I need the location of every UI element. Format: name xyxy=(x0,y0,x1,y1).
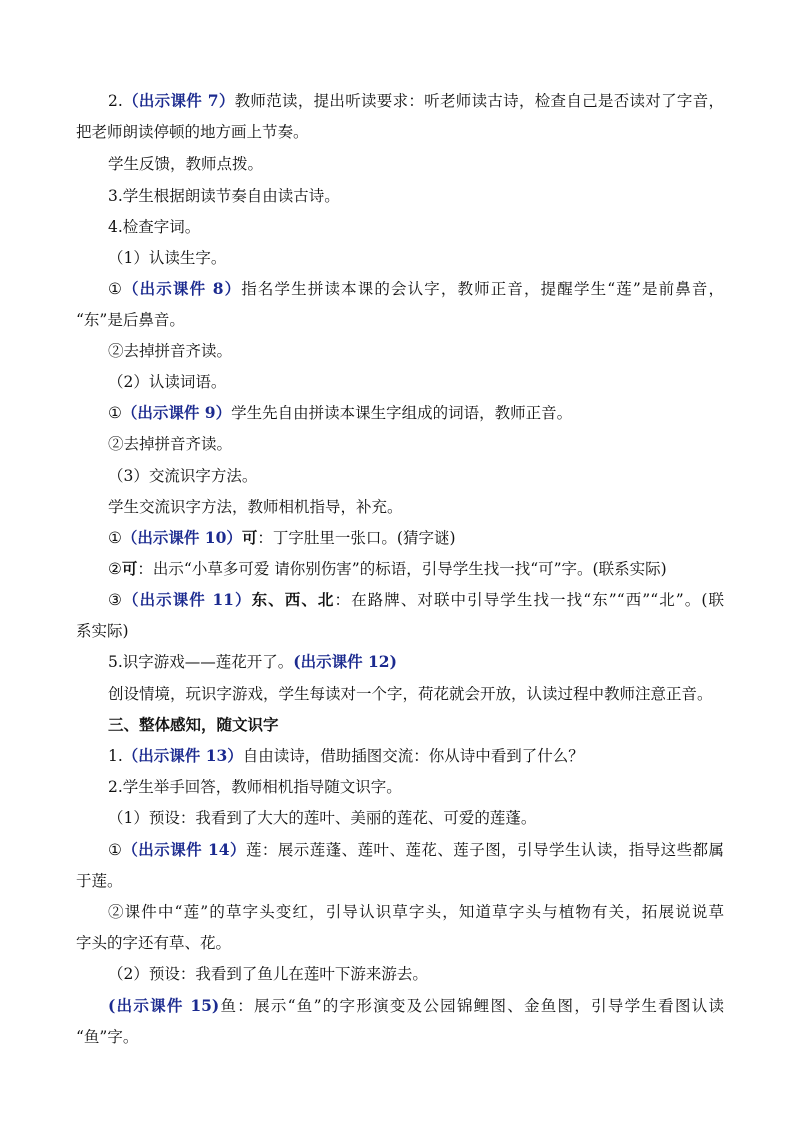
text-segment: 鱼：展示“鱼”的字形演变及公园锦鲤图、金鱼图，引导学生看图认读 xyxy=(219,997,724,1015)
courseware-reference: (出示课件 12) xyxy=(293,652,397,671)
text-segment: 2.学生举手回答，教师相机指导随文识字。 xyxy=(108,778,402,796)
text-segment: “东”是后鼻音。 xyxy=(76,311,185,329)
bold-text: 东、西、北 xyxy=(251,590,335,609)
text-line xyxy=(108,528,456,548)
text-line xyxy=(108,279,724,299)
courseware-reference: （出示课件 13） xyxy=(122,746,243,765)
courseware-reference: （出示课件 7） xyxy=(122,91,235,110)
text-line xyxy=(108,248,226,268)
text-line xyxy=(108,715,279,735)
text-segment: ②去掉拼音齐读。 xyxy=(108,435,233,453)
text-line xyxy=(108,186,340,206)
text-line xyxy=(108,466,257,486)
bold-text: 可 xyxy=(241,528,258,547)
text-line xyxy=(108,217,200,237)
text-segment: （2）预设：我看到了鱼儿在莲叶下游来游去。 xyxy=(108,965,428,983)
text-segment: 于莲。 xyxy=(76,872,123,890)
text-line xyxy=(108,808,536,828)
text-segment: ① xyxy=(108,529,122,547)
text-line xyxy=(108,497,403,517)
text-segment: 学生反馈，教师点拨。 xyxy=(108,155,264,173)
bold-text: 三、整体感知，随文识字 xyxy=(108,715,279,734)
courseware-reference: （出示课件 9） xyxy=(121,403,232,422)
courseware-reference: (出示课件 15) xyxy=(108,996,220,1015)
text-line xyxy=(108,559,667,579)
text-line xyxy=(108,590,724,610)
text-line xyxy=(108,684,713,704)
text-segment: 1. xyxy=(108,747,123,765)
text-segment: 5.识字游戏——莲花开了。 xyxy=(108,653,294,671)
text-segment: ：出示“小草多可爱 请你别伤害”的标语，引导学生找一找“可”字。(联系实际) xyxy=(137,560,667,578)
text-segment: 指名学生拼读本课的会认字，教师正音，提醒学生“莲”是前鼻音， xyxy=(241,280,724,298)
text-line xyxy=(108,902,724,922)
text-segment: ① xyxy=(108,280,124,298)
text-line xyxy=(108,746,584,766)
text-line xyxy=(76,1027,138,1047)
text-line xyxy=(108,996,724,1016)
courseware-reference: （出示课件 8） xyxy=(123,279,242,298)
text-segment: ：在路牌、对联中引导学生找一找“东”“西”“北”。(联 xyxy=(334,591,724,609)
text-segment: ① xyxy=(108,404,122,422)
text-segment: （2）认读词语。 xyxy=(108,373,227,391)
text-line xyxy=(108,372,226,392)
text-segment: （1）预设：我看到了大大的莲叶、美丽的莲花、可爱的莲蓬。 xyxy=(108,809,537,827)
text-segment: （1）认读生字。 xyxy=(108,249,227,267)
text-line xyxy=(108,777,402,797)
text-line xyxy=(76,310,185,330)
text-segment: ：丁字肚里一张口。(猜字谜) xyxy=(257,529,456,547)
text-segment: 莲：展示莲蓬、莲叶、莲花、莲子图，引导学生认读，指导这些都属 xyxy=(245,841,724,859)
text-segment: “鱼”字。 xyxy=(76,1028,139,1046)
courseware-reference: （出示课件 11） xyxy=(122,590,252,609)
text-segment: 系实际) xyxy=(76,622,129,640)
text-line xyxy=(76,122,309,142)
text-line xyxy=(108,434,232,454)
text-line xyxy=(108,403,572,423)
text-segment: ②去掉拼音齐读。 xyxy=(108,342,233,360)
text-segment: 3.学生根据朗读节奏自由读古诗。 xyxy=(108,187,340,205)
courseware-reference: （出示课件 14） xyxy=(122,840,246,859)
text-line xyxy=(76,621,129,641)
text-line xyxy=(108,91,724,111)
text-segment: ② xyxy=(108,560,122,578)
text-segment: 把老师朗读停顿的地方画上节奏。 xyxy=(76,123,309,141)
courseware-reference: （出示课件 10） xyxy=(121,528,242,547)
text-segment: 创设情境，玩识字游戏，学生每读对一个字，荷花就会开放，认读过程中教师注意正音。 xyxy=(108,685,713,703)
text-segment: 学生先自由拼读本课生字组成的词语，教师正音。 xyxy=(231,404,573,422)
text-line xyxy=(108,154,263,174)
bold-text: 可 xyxy=(121,559,138,578)
text-line xyxy=(76,871,123,891)
text-segment: 自由读诗，借助插图交流：你从诗中看到了什么？ xyxy=(242,747,584,765)
text-segment: ① xyxy=(108,841,123,859)
text-segment: ②课件中“莲”的草字头变红，引导认识草字头，知道草字头与植物有关，拓展说说草 xyxy=(108,903,724,921)
text-segment: 字头的字还有草、花。 xyxy=(76,934,232,952)
text-line xyxy=(76,933,231,953)
text-line xyxy=(108,964,428,984)
text-segment: ③ xyxy=(108,591,123,609)
text-line xyxy=(108,840,724,860)
text-segment: 4.检查字词。 xyxy=(108,218,201,236)
text-segment: 2. xyxy=(108,92,123,110)
text-line xyxy=(108,652,397,672)
text-segment: 教师范读，提出听读要求：听老师读古诗，检查自己是否读对了字音， xyxy=(234,92,724,110)
text-line xyxy=(108,341,232,361)
text-segment: 学生交流识字方法，教师相机指导，补充。 xyxy=(108,498,403,516)
text-segment: （3）交流识字方法。 xyxy=(108,467,258,485)
